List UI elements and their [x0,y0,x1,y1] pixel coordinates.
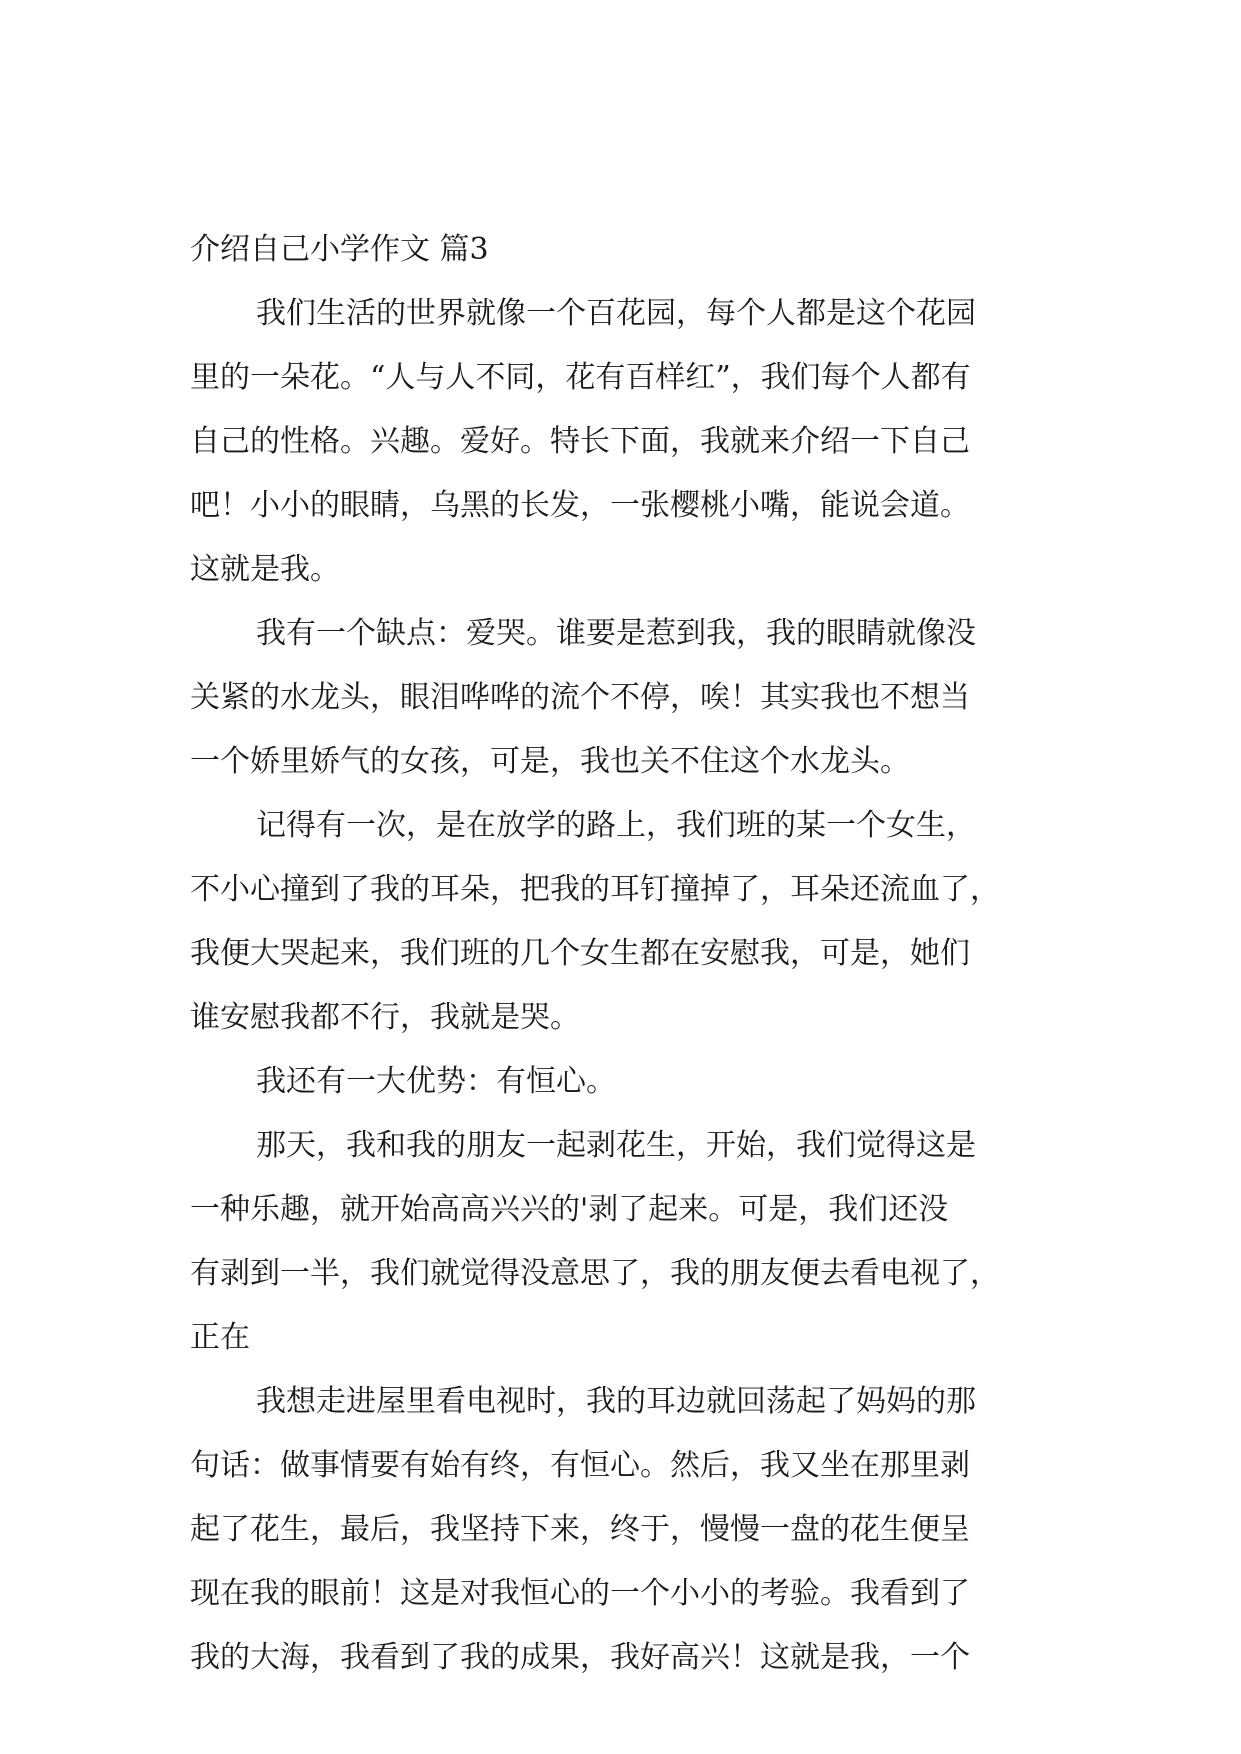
text-line: 我们生活的世界就像一个百花园，每个人都是这个花园 [256,296,976,331]
text-line: 关紧的水龙头，眼泪哗哗的流个不停，唉！其实我也不想当 [190,680,970,715]
document-body [190,218,1050,1690]
text-line: 我还有一大优势：有恒心。 [256,1064,616,1099]
text-line: 我的大海，我看到了我的成果，我好高兴！这就是我，一个 [190,1640,970,1675]
text-line: 现在我的眼前！这是对我恒心的一个小小的考验。我看到了 [190,1576,970,1611]
text-line: 我有一个缺点：爱哭。谁要是惹到我，我的眼睛就像没 [256,616,976,651]
text-line: 那天，我和我的朋友一起剥花生，开始，我们觉得这是 [256,1128,976,1163]
text-line: 谁安慰我都不行，我就是哭。 [190,1000,580,1035]
text-line: 一个娇里娇气的女孩，可是，我也关不住这个水龙头。 [190,744,910,779]
text-line: 自己的性格。兴趣。爱好。特长下面，我就来介绍一下自己 [190,424,970,459]
text-line: 正在 [190,1320,250,1355]
text-line: 句话：做事情要有始有终，有恒心。然后，我又坐在那里剥 [190,1448,970,1483]
text-line: 一种乐趣，就开始高高兴兴的'剥了起来。可是，我们还没 [190,1192,949,1227]
text-line: 这就是我。 [190,552,340,587]
text-line: 起了花生，最后，我坚持下来，终于，慢慢一盘的花生便呈 [190,1512,970,1547]
text-line: 我想走进屋里看电视时，我的耳边就回荡起了妈妈的那 [256,1384,976,1419]
text-line: 里的一朵花。“人与人不同，花有百样红”，我们每个人都有 [190,360,971,395]
document-title: 介绍自己小学作文 篇3 [190,232,489,267]
text-line: 我便大哭起来，我们班的几个女生都在安慰我，可是，她们 [190,936,970,971]
text-line: 记得有一次，是在放学的路上，我们班的某一个女生， [256,808,976,843]
paragraph-lines [190,282,1050,1690]
text-line: 吧！小小的眼睛，乌黑的长发，一张樱桃小嘴，能说会道。 [190,488,970,523]
text-line: 不小心撞到了我的耳朵，把我的耳钉撞掉了，耳朵还流血了， [190,872,1000,907]
text-line: 有剥到一半，我们就觉得没意思了，我的朋友便去看电视了， [190,1256,1000,1291]
